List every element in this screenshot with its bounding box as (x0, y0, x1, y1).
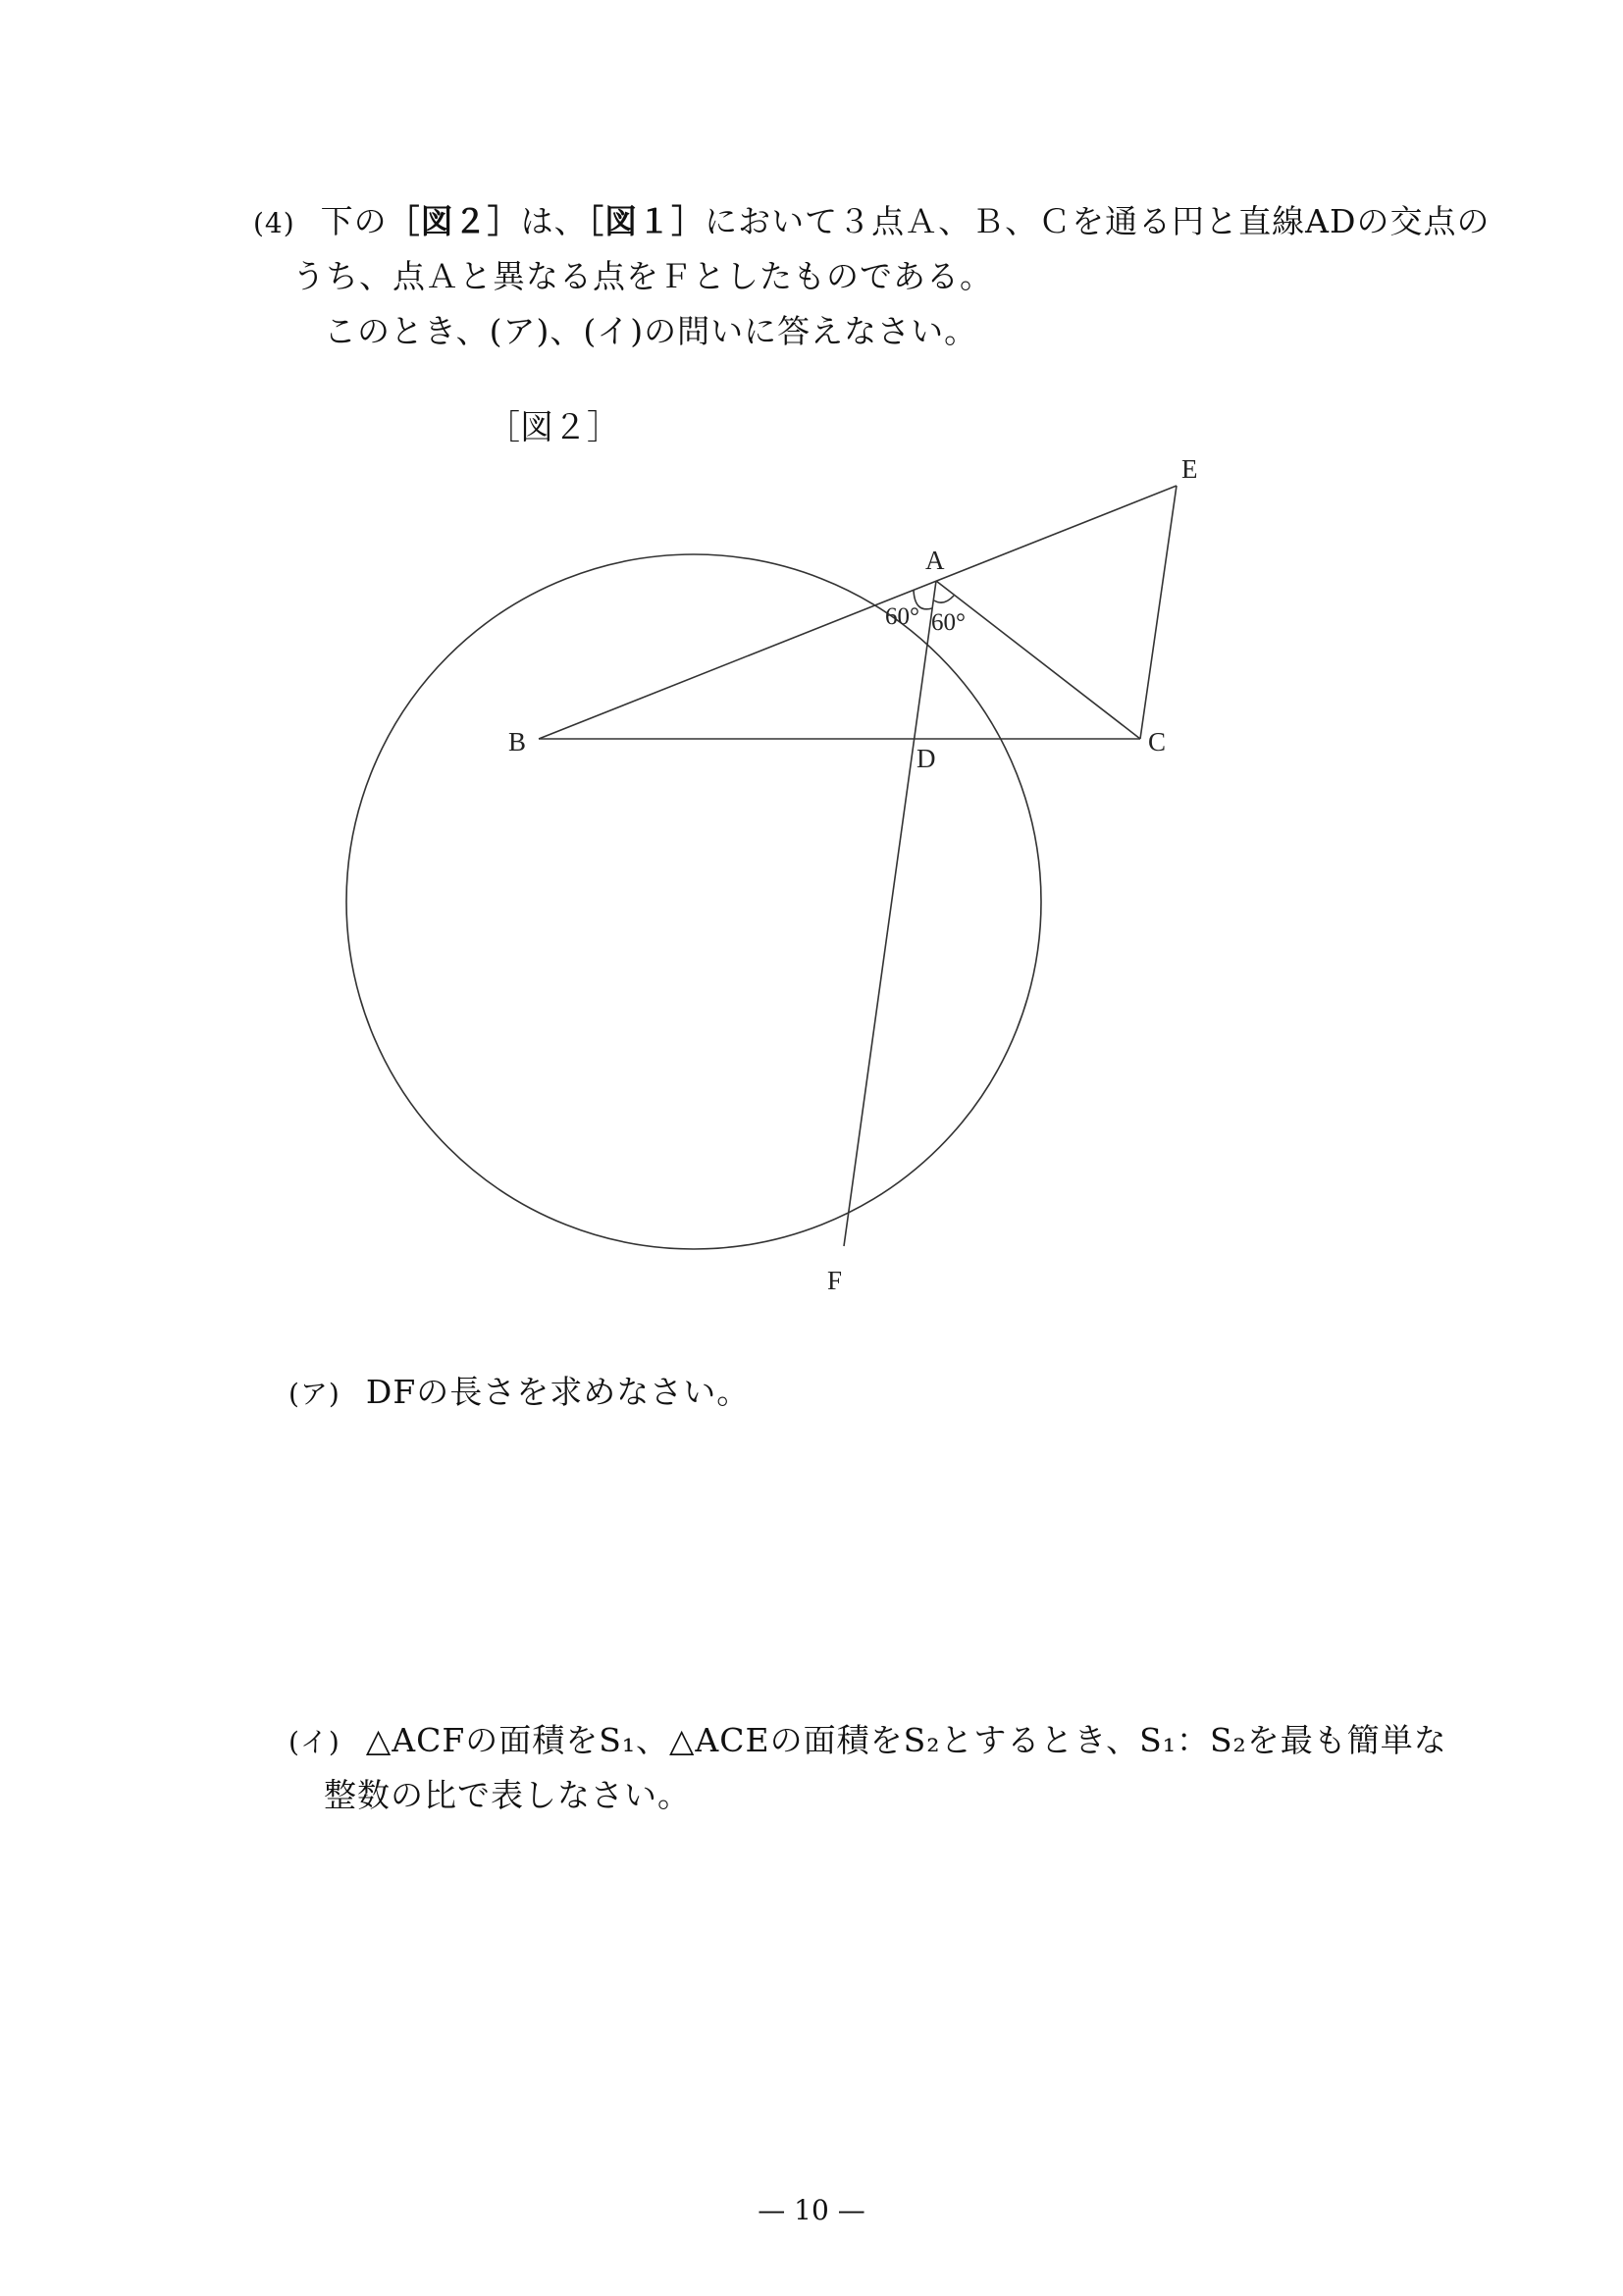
question-a-text: DFの長さを求めなさい。 (365, 1373, 751, 1411)
segment-be (539, 486, 1177, 739)
question-a-label: (ア) (288, 1378, 340, 1410)
segment-af (844, 581, 936, 1246)
problem-number: (4) (253, 207, 295, 239)
question-b-line-1 (288, 1715, 1447, 1761)
point-a-label: A (925, 546, 945, 575)
point-b-label: B (508, 727, 527, 757)
segment-ce (1140, 486, 1177, 739)
angle-arc-right (934, 596, 954, 602)
question-b-text-1: △ACFの面積をS₁、△ACEの面積をS₂とするとき、S₁：S₂を最も簡単な (365, 1721, 1447, 1759)
point-c-label: C (1148, 727, 1167, 757)
angle-dac-label: 60° (931, 609, 966, 636)
problem-text-1a: 下の (320, 202, 388, 240)
figure-title: ［図２］ (487, 408, 620, 447)
point-f-label: F (827, 1266, 843, 1295)
point-d-label: D (916, 744, 936, 773)
circle-abc (346, 554, 1041, 1249)
problem-text-1c: において３点Ａ、Ｂ、Ｃを通る円と直線ADの交点の (705, 202, 1491, 240)
angle-bad-label: 60° (885, 603, 919, 630)
problem-text-1b: は、 (520, 202, 588, 240)
fig2-reference: ［図２］ (387, 202, 521, 240)
question-a (288, 1367, 750, 1413)
fig1-reference: ［図１］ (587, 202, 706, 240)
question-b-label: (イ) (288, 1726, 340, 1758)
problem-line-2: うち、点Ａと異なる点をＦとしたものである。 (292, 257, 993, 295)
question-b-line-2: 整数の比で表しなさい。 (324, 1776, 691, 1814)
point-e-label: E (1181, 454, 1198, 484)
page-number: — 10 — (758, 2194, 865, 2226)
segment-ac (936, 581, 1140, 739)
problem-line-3: このとき、(ア)、(イ)の問いに答えなさい。 (324, 312, 978, 350)
